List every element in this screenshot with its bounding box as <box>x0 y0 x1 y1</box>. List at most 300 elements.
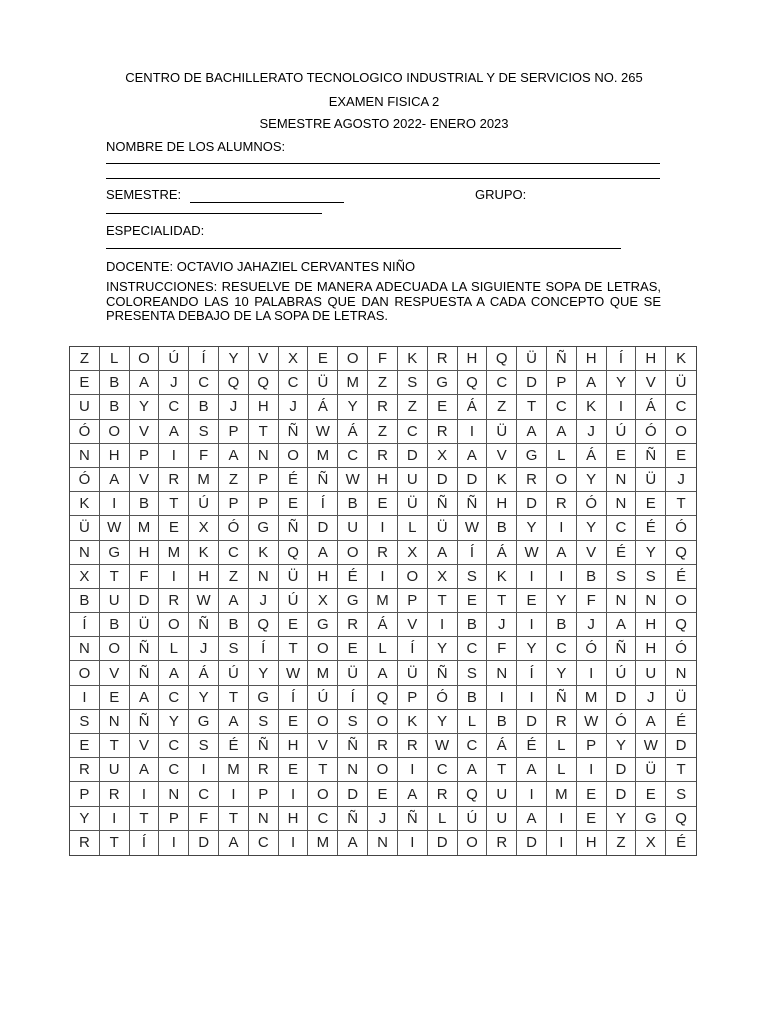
letter-cell[interactable]: N <box>249 807 279 831</box>
letter-cell[interactable]: B <box>547 613 577 637</box>
letter-cell[interactable]: C <box>308 807 338 831</box>
letter-cell[interactable]: I <box>70 686 100 710</box>
letter-cell[interactable]: J <box>577 420 607 444</box>
letter-cell[interactable]: W <box>189 589 219 613</box>
letter-cell[interactable]: M <box>308 444 338 468</box>
letter-cell[interactable]: T <box>219 686 249 710</box>
letter-cell[interactable]: I <box>100 807 130 831</box>
letter-cell[interactable]: Á <box>458 395 488 419</box>
letter-cell[interactable]: H <box>368 468 398 492</box>
letter-cell[interactable]: E <box>338 637 368 661</box>
letter-cell[interactable]: J <box>219 395 249 419</box>
letter-cell[interactable]: H <box>636 347 666 371</box>
letter-cell[interactable]: O <box>666 589 696 613</box>
letter-cell[interactable]: K <box>398 710 428 734</box>
letter-cell[interactable]: W <box>338 468 368 492</box>
letter-cell[interactable]: Y <box>189 686 219 710</box>
letter-cell[interactable]: É <box>676 834 687 852</box>
letter-cell[interactable]: E <box>159 516 189 540</box>
letter-cell[interactable]: N <box>70 637 100 661</box>
specialty-field-line[interactable] <box>106 248 621 249</box>
letter-cell[interactable]: A <box>219 831 249 855</box>
letter-cell[interactable]: K <box>189 541 219 565</box>
letter-cell[interactable]: Y <box>130 395 160 419</box>
letter-cell[interactable]: T <box>130 807 160 831</box>
letter-cell[interactable]: T <box>159 492 189 516</box>
letter-cell[interactable]: V <box>130 468 160 492</box>
letter-cell[interactable]: Z <box>219 565 249 589</box>
letter-cell[interactable]: P <box>249 468 279 492</box>
letter-cell[interactable]: Q <box>219 371 249 395</box>
letter-cell[interactable]: C <box>279 371 309 395</box>
letter-cell[interactable]: R <box>368 734 398 758</box>
letter-cell[interactable]: Á <box>338 420 368 444</box>
letter-cell[interactable]: Ó <box>636 420 666 444</box>
letter-cell[interactable]: Ú <box>219 661 249 685</box>
letter-cell[interactable]: Y <box>607 734 637 758</box>
letter-cell[interactable]: Z <box>607 831 637 855</box>
letter-cell[interactable]: A <box>338 831 368 855</box>
letter-cell[interactable]: R <box>368 541 398 565</box>
letter-cell[interactable]: M <box>547 782 577 806</box>
letter-cell[interactable]: H <box>308 565 338 589</box>
letter-cell[interactable]: Ú <box>159 347 189 371</box>
letter-cell[interactable]: Q <box>458 782 488 806</box>
letter-cell[interactable]: E <box>308 347 338 371</box>
letter-cell[interactable]: Í <box>398 637 428 661</box>
letter-cell[interactable]: C <box>249 831 279 855</box>
letter-cell[interactable]: U <box>70 395 100 419</box>
letter-cell[interactable]: O <box>368 710 398 734</box>
letter-cell[interactable]: L <box>159 637 189 661</box>
letter-cell[interactable]: G <box>249 516 279 540</box>
letter-cell[interactable]: A <box>636 710 666 734</box>
letter-cell[interactable]: Ñ <box>428 661 458 685</box>
letter-cell[interactable]: C <box>159 758 189 782</box>
letter-cell[interactable]: O <box>70 661 100 685</box>
group-field-line[interactable] <box>106 213 322 214</box>
letter-cell[interactable]: J <box>636 686 666 710</box>
letter-cell[interactable]: Z <box>70 347 100 371</box>
letter-cell[interactable]: Ü <box>487 420 517 444</box>
letter-cell[interactable]: Á <box>636 395 666 419</box>
letter-cell[interactable]: U <box>487 782 517 806</box>
letter-cell[interactable]: E <box>636 782 666 806</box>
letter-cell[interactable]: J <box>577 613 607 637</box>
letter-cell[interactable]: E <box>577 807 607 831</box>
letter-cell[interactable]: A <box>428 541 458 565</box>
letter-cell[interactable]: Y <box>70 807 100 831</box>
letter-cell[interactable]: A <box>130 371 160 395</box>
letter-cell[interactable]: V <box>130 420 160 444</box>
letter-cell[interactable]: Ü <box>428 516 458 540</box>
letter-cell[interactable]: Ü <box>517 347 547 371</box>
letter-cell[interactable]: E <box>279 492 309 516</box>
letter-cell[interactable]: Ñ <box>458 492 488 516</box>
letter-cell[interactable]: D <box>308 516 338 540</box>
letter-cell[interactable]: H <box>636 637 666 661</box>
letter-cell[interactable]: I <box>100 492 130 516</box>
letter-cell[interactable]: Y <box>636 541 666 565</box>
letter-cell[interactable]: U <box>100 758 130 782</box>
letter-cell[interactable]: Y <box>517 637 547 661</box>
letter-cell[interactable]: Ñ <box>308 468 338 492</box>
letter-cell[interactable]: I <box>547 565 577 589</box>
letter-cell[interactable]: E <box>70 371 100 395</box>
letter-cell[interactable]: T <box>487 589 517 613</box>
letter-cell[interactable]: Q <box>458 371 488 395</box>
letter-cell[interactable]: Í <box>308 492 338 516</box>
letter-cell[interactable]: S <box>458 565 488 589</box>
letter-cell[interactable]: Y <box>517 516 547 540</box>
letter-cell[interactable]: N <box>249 565 279 589</box>
letter-cell[interactable]: T <box>279 637 309 661</box>
letter-cell[interactable]: X <box>279 347 309 371</box>
letter-cell[interactable]: D <box>517 831 547 855</box>
letter-cell[interactable]: Ó <box>70 468 100 492</box>
letter-cell[interactable]: D <box>458 468 488 492</box>
letter-cell[interactable]: A <box>458 758 488 782</box>
letter-cell[interactable]: Y <box>159 710 189 734</box>
letter-cell[interactable]: É <box>219 734 249 758</box>
letter-cell[interactable]: V <box>398 613 428 637</box>
letter-cell[interactable]: Ñ <box>338 807 368 831</box>
letter-cell[interactable]: A <box>517 758 547 782</box>
letter-cell[interactable]: G <box>249 686 279 710</box>
letter-cell[interactable]: K <box>487 468 517 492</box>
letter-cell[interactable]: V <box>577 541 607 565</box>
letter-cell[interactable]: R <box>100 782 130 806</box>
letter-cell[interactable]: A <box>398 782 428 806</box>
letter-cell[interactable]: R <box>428 782 458 806</box>
letter-cell[interactable]: R <box>368 444 398 468</box>
letter-cell[interactable]: X <box>398 541 428 565</box>
letter-cell[interactable]: Y <box>607 807 637 831</box>
letter-cell[interactable]: U <box>398 468 428 492</box>
letter-cell[interactable]: Y <box>577 516 607 540</box>
letter-cell[interactable]: R <box>517 468 547 492</box>
letter-cell[interactable]: C <box>428 758 458 782</box>
letter-cell[interactable]: H <box>100 444 130 468</box>
letter-cell[interactable]: Ó <box>428 686 458 710</box>
letter-cell[interactable]: Ó <box>607 710 637 734</box>
letter-cell[interactable]: I <box>159 565 189 589</box>
letter-cell[interactable]: T <box>219 807 249 831</box>
letter-cell[interactable]: Ü <box>666 686 696 710</box>
letter-cell[interactable]: M <box>159 541 189 565</box>
letter-cell[interactable]: N <box>636 589 666 613</box>
letter-cell[interactable]: H <box>189 565 219 589</box>
letter-cell[interactable]: Ñ <box>547 686 577 710</box>
letter-cell[interactable]: Ü <box>636 758 666 782</box>
letter-cell[interactable]: P <box>249 492 279 516</box>
letter-cell[interactable]: Y <box>219 347 249 371</box>
letter-cell[interactable]: V <box>130 734 160 758</box>
letter-cell[interactable]: I <box>577 758 607 782</box>
letter-cell[interactable]: J <box>159 371 189 395</box>
letter-cell[interactable]: I <box>607 395 637 419</box>
letter-cell[interactable]: Y <box>577 468 607 492</box>
letter-cell[interactable]: B <box>458 686 488 710</box>
letter-cell[interactable]: O <box>159 613 189 637</box>
letter-cell[interactable]: A <box>159 420 189 444</box>
letter-cell[interactable]: E <box>368 782 398 806</box>
letter-cell[interactable]: T <box>487 758 517 782</box>
letter-cell[interactable]: C <box>159 686 189 710</box>
letter-cell[interactable]: S <box>189 734 219 758</box>
letter-cell[interactable]: R <box>547 710 577 734</box>
letter-cell[interactable]: M <box>338 371 368 395</box>
letter-cell[interactable]: N <box>338 758 368 782</box>
letter-cell[interactable]: Q <box>487 347 517 371</box>
letter-cell[interactable]: Ñ <box>130 661 160 685</box>
letter-cell[interactable]: T <box>517 395 547 419</box>
letter-cell[interactable]: P <box>398 589 428 613</box>
letter-cell[interactable]: É <box>338 565 368 589</box>
letter-cell[interactable]: B <box>577 565 607 589</box>
letter-cell[interactable]: M <box>308 831 338 855</box>
letter-cell[interactable]: J <box>368 807 398 831</box>
letter-cell[interactable]: C <box>607 516 637 540</box>
letter-cell[interactable]: X <box>428 444 458 468</box>
letter-cell[interactable]: Í <box>70 613 100 637</box>
letter-cell[interactable]: N <box>666 661 696 685</box>
letter-cell[interactable]: Ü <box>130 613 160 637</box>
letter-cell[interactable]: S <box>666 782 696 806</box>
letter-cell[interactable]: F <box>368 347 398 371</box>
letter-cell[interactable]: Í <box>458 541 488 565</box>
letter-cell[interactable]: S <box>636 565 666 589</box>
letter-cell[interactable]: M <box>577 686 607 710</box>
letter-cell[interactable]: Ó <box>577 637 607 661</box>
letter-cell[interactable]: C <box>159 734 189 758</box>
letter-cell[interactable]: F <box>130 565 160 589</box>
letter-cell[interactable]: E <box>428 395 458 419</box>
letter-cell[interactable]: Ñ <box>249 734 279 758</box>
letter-cell[interactable]: R <box>70 831 100 855</box>
letter-cell[interactable]: Y <box>607 371 637 395</box>
letter-cell[interactable]: O <box>398 565 428 589</box>
letter-cell[interactable]: B <box>458 613 488 637</box>
letter-cell[interactable]: H <box>249 395 279 419</box>
letter-cell[interactable]: R <box>249 758 279 782</box>
letter-cell[interactable]: S <box>398 371 428 395</box>
letter-cell[interactable]: Í <box>338 686 368 710</box>
letter-cell[interactable]: L <box>368 637 398 661</box>
letter-cell[interactable]: Í <box>279 686 309 710</box>
letter-cell[interactable]: Ü <box>398 492 428 516</box>
letter-cell[interactable]: S <box>249 710 279 734</box>
letter-cell[interactable]: E <box>279 758 309 782</box>
letter-cell[interactable]: F <box>577 589 607 613</box>
letter-cell[interactable]: J <box>249 589 279 613</box>
letter-cell[interactable]: S <box>458 661 488 685</box>
letter-cell[interactable]: K <box>666 347 696 371</box>
letter-cell[interactable]: D <box>428 468 458 492</box>
letter-cell[interactable]: V <box>249 347 279 371</box>
letter-cell[interactable]: Ñ <box>130 637 160 661</box>
letter-cell[interactable]: R <box>70 758 100 782</box>
letter-cell[interactable]: U <box>338 516 368 540</box>
letter-cell[interactable]: H <box>577 347 607 371</box>
letter-cell[interactable]: E <box>636 492 666 516</box>
letter-cell[interactable]: I <box>279 782 309 806</box>
letter-cell[interactable]: P <box>219 420 249 444</box>
letter-cell[interactable]: J <box>279 395 309 419</box>
letter-cell[interactable]: Q <box>666 613 696 637</box>
letter-cell[interactable]: O <box>308 782 338 806</box>
letter-cell[interactable]: C <box>666 395 696 419</box>
letter-cell[interactable]: R <box>338 613 368 637</box>
letter-cell[interactable]: Q <box>249 371 279 395</box>
letter-cell[interactable]: N <box>159 782 189 806</box>
letter-cell[interactable]: I <box>368 565 398 589</box>
letter-cell[interactable]: C <box>398 420 428 444</box>
letter-cell[interactable]: E <box>458 589 488 613</box>
letter-cell[interactable]: O <box>100 420 130 444</box>
letter-cell[interactable]: J <box>666 468 696 492</box>
letter-cell[interactable]: G <box>189 710 219 734</box>
letter-cell[interactable]: S <box>70 710 100 734</box>
letter-cell[interactable]: S <box>189 420 219 444</box>
letter-cell[interactable]: Ñ <box>547 347 577 371</box>
letter-cell[interactable]: I <box>517 782 547 806</box>
letter-cell[interactable]: A <box>517 807 547 831</box>
letter-cell[interactable]: P <box>70 782 100 806</box>
letter-cell[interactable]: B <box>219 613 249 637</box>
letter-cell[interactable]: B <box>70 589 100 613</box>
letter-cell[interactable]: N <box>607 589 637 613</box>
letter-cell[interactable]: L <box>547 734 577 758</box>
letter-cell[interactable]: Í <box>607 347 637 371</box>
letter-cell[interactable]: H <box>636 613 666 637</box>
letter-cell[interactable]: A <box>517 420 547 444</box>
letter-cell[interactable]: A <box>130 686 160 710</box>
letter-cell[interactable]: A <box>219 589 249 613</box>
letter-cell[interactable]: I <box>487 686 517 710</box>
letter-cell[interactable]: Y <box>249 661 279 685</box>
letter-cell[interactable]: I <box>547 831 577 855</box>
letter-cell[interactable]: W <box>458 516 488 540</box>
letter-cell[interactable]: O <box>547 468 577 492</box>
letter-cell[interactable]: Ñ <box>338 734 368 758</box>
letter-cell[interactable]: Á <box>308 395 338 419</box>
letter-cell[interactable]: N <box>249 444 279 468</box>
letter-cell[interactable]: Ñ <box>428 492 458 516</box>
letter-cell[interactable]: E <box>368 492 398 516</box>
letter-cell[interactable]: G <box>428 371 458 395</box>
letter-cell[interactable]: D <box>666 734 696 758</box>
letter-cell[interactable]: R <box>487 831 517 855</box>
letter-cell[interactable]: D <box>607 686 637 710</box>
letter-cell[interactable]: C <box>219 541 249 565</box>
letter-cell[interactable]: N <box>487 661 517 685</box>
letter-cell[interactable]: Z <box>368 420 398 444</box>
letter-cell[interactable]: R <box>398 734 428 758</box>
letter-cell[interactable]: Ñ <box>279 516 309 540</box>
letter-cell[interactable]: L <box>428 807 458 831</box>
letter-cell[interactable]: Ú <box>279 589 309 613</box>
letter-cell[interactable]: T <box>100 831 130 855</box>
letter-cell[interactable]: Y <box>428 637 458 661</box>
letter-cell[interactable]: J <box>189 637 219 661</box>
letter-cell[interactable]: D <box>338 782 368 806</box>
letter-cell[interactable]: R <box>368 395 398 419</box>
letter-cell[interactable]: B <box>487 516 517 540</box>
letter-cell[interactable]: D <box>130 589 160 613</box>
letter-cell[interactable]: K <box>249 541 279 565</box>
letter-cell[interactable]: E <box>577 782 607 806</box>
letter-cell[interactable]: N <box>100 710 130 734</box>
letter-cell[interactable]: Ú <box>189 492 219 516</box>
letter-cell[interactable]: Ü <box>636 468 666 492</box>
letter-cell[interactable]: B <box>100 371 130 395</box>
letter-cell[interactable]: T <box>100 565 130 589</box>
letter-cell[interactable]: I <box>398 758 428 782</box>
letter-cell[interactable]: B <box>100 613 130 637</box>
letter-cell[interactable]: W <box>100 516 130 540</box>
letter-cell[interactable]: C <box>159 395 189 419</box>
letter-cell[interactable]: P <box>219 492 249 516</box>
letter-cell[interactable]: C <box>189 371 219 395</box>
letter-cell[interactable]: Ñ <box>279 420 309 444</box>
letter-cell[interactable]: I <box>189 758 219 782</box>
letter-cell[interactable]: R <box>159 468 189 492</box>
letter-cell[interactable]: Ú <box>458 807 488 831</box>
letter-cell[interactable]: Á <box>487 734 517 758</box>
letter-cell[interactable]: Á <box>189 661 219 685</box>
letter-cell[interactable]: I <box>130 782 160 806</box>
letter-cell[interactable]: Á <box>577 444 607 468</box>
letter-cell[interactable]: W <box>428 734 458 758</box>
letter-cell[interactable]: P <box>398 686 428 710</box>
letter-cell[interactable]: É <box>636 516 666 540</box>
letter-cell[interactable]: B <box>189 395 219 419</box>
letter-cell[interactable]: I <box>159 444 189 468</box>
letter-cell[interactable]: C <box>458 734 488 758</box>
letter-cell[interactable]: O <box>308 710 338 734</box>
letter-cell[interactable]: Z <box>219 468 249 492</box>
letter-cell[interactable]: P <box>159 807 189 831</box>
letter-cell[interactable]: E <box>70 734 100 758</box>
letter-cell[interactable]: M <box>130 516 160 540</box>
letter-cell[interactable]: I <box>398 831 428 855</box>
letter-cell[interactable]: Á <box>487 541 517 565</box>
letter-cell[interactable]: P <box>547 371 577 395</box>
letter-cell[interactable]: A <box>100 468 130 492</box>
letter-cell[interactable]: A <box>308 541 338 565</box>
letter-cell[interactable]: O <box>130 347 160 371</box>
letter-cell[interactable]: Ü <box>398 661 428 685</box>
letter-cell[interactable]: Ñ <box>607 637 637 661</box>
students-line-2[interactable] <box>106 178 660 179</box>
letter-cell[interactable]: V <box>636 371 666 395</box>
letter-cell[interactable]: W <box>517 541 547 565</box>
letter-cell[interactable]: É <box>279 468 309 492</box>
letter-cell[interactable]: D <box>517 371 547 395</box>
semester-field-line[interactable] <box>190 202 344 203</box>
letter-cell[interactable]: Ü <box>70 516 100 540</box>
letter-cell[interactable]: C <box>189 782 219 806</box>
letter-cell[interactable]: I <box>159 831 189 855</box>
letter-cell[interactable]: K <box>70 492 100 516</box>
letter-cell[interactable]: H <box>487 492 517 516</box>
letter-cell[interactable]: L <box>458 710 488 734</box>
letter-cell[interactable]: X <box>636 831 666 855</box>
letter-cell[interactable]: K <box>577 395 607 419</box>
letter-cell[interactable]: H <box>279 734 309 758</box>
letter-cell[interactable]: D <box>398 444 428 468</box>
